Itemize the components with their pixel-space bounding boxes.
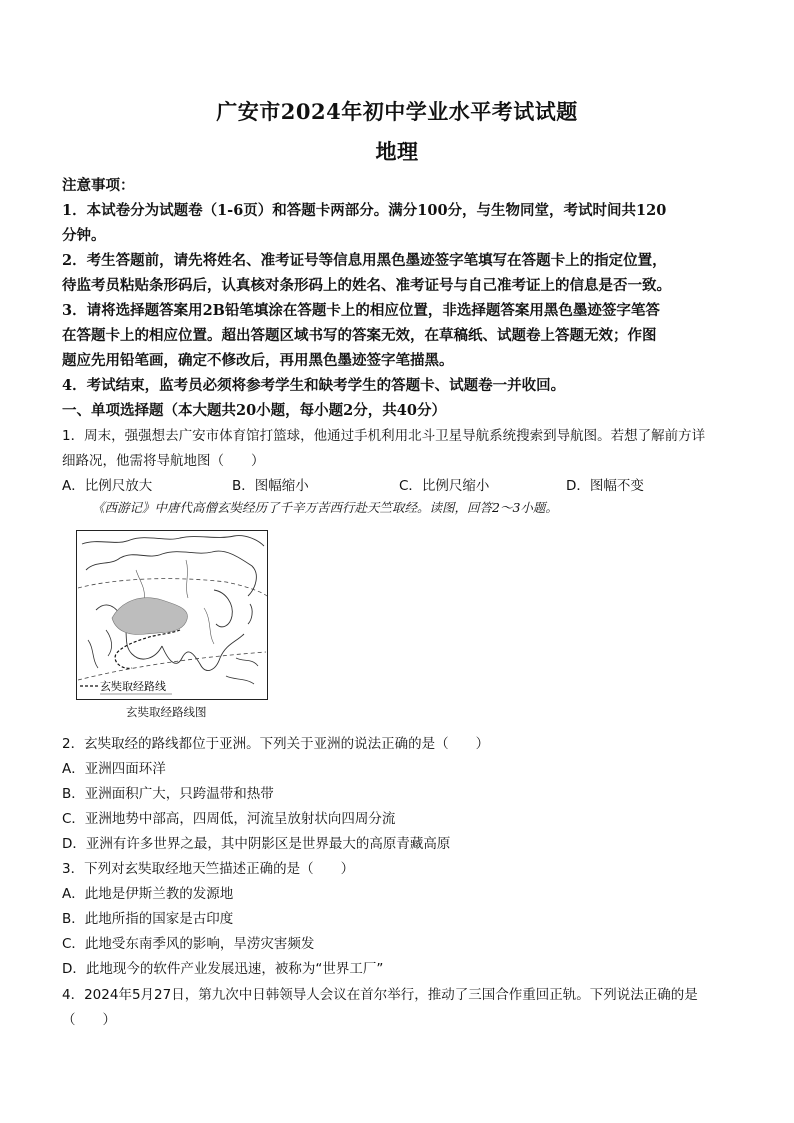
section-heading: 一、单项选择题（本大题共20小题，每小题2分，共40分） (62, 402, 446, 419)
map-legend-label: 玄奘取经路线 (100, 680, 166, 693)
question-4-stem: 4．2024年5月27日，第九次中日韩领导人会议在首尔举行，推动了三国合作重回正轨。下列说法正确的是 (62, 987, 698, 1003)
passage-intro: 《西游记》中唐代高僧玄奘经历了千辛万苦西行赴天竺取经。读图，回答2～3小题。 (92, 500, 558, 515)
question-1-option-c: C．比例尺缩小 (399, 478, 490, 494)
route-map (76, 530, 268, 700)
question-1-stem: 1．周末，强强想去广安市体育馆打篮球，他通过手机利用北斗卫星导航系统搜索到导航图。若想了解前方详 (62, 428, 706, 444)
question-4-stem-cont: （ ） (62, 1012, 116, 1028)
note-line: 3．请将选择题答案用2B铅笔填涂在答题卡上的相应位置，非选择题答案用黑色墨迹签字笔答 (62, 302, 660, 319)
note-line: 题应先用铅笔画，确定不修改后，再用黑色墨迹签字笔描黑。 (62, 352, 454, 369)
note-line: 待监考员粘贴条形码后，认真核对条形码上的姓名、准考证号与自己准考证上的信息是否一致。 (62, 277, 671, 294)
question-2-option-a: A．亚洲四面环洋 (62, 761, 166, 777)
question-2-option-d: D．亚洲有许多世界之最，其中阴影区是世界最大的高原青藏高原 (62, 836, 451, 852)
question-3-option-d: D．此地现今的软件产业发展迅速，被称为“世界工厂” (62, 961, 384, 977)
note-line: 1．本试卷分为试题卷（1-6页）和答题卡两部分。满分100分，与生物同堂，考试时间共120 (62, 202, 667, 219)
question-3-stem: 3．下列对玄奘取经地天竺描述正确的是（ ） (62, 861, 355, 877)
question-3-option-b: B．此地所指的国家是古印度 (62, 911, 234, 927)
question-1-option-a: A．比例尺放大 (62, 478, 153, 494)
question-2-option-b: B．亚洲面积广大，只跨温带和热带 (62, 786, 274, 802)
note-line: 4．考试结束，监考员必须将参考学生和缺考学生的答题卡、试题卷一并收回。 (62, 377, 566, 394)
notes-heading: 注意事项： (62, 177, 135, 194)
note-line: 在答题卡上的相应位置。超出答题区域书写的答案无效，在草稿纸、试题卷上答题无效；作图 (62, 327, 657, 344)
question-1-option-d: D．图幅不变 (566, 478, 644, 494)
note-line: 分钟。 (62, 227, 106, 244)
question-2-option-c: C．亚洲地势中部高，四周低，河流呈放射状向四周分流 (62, 811, 396, 827)
question-2-stem: 2．玄奘取经的路线都位于亚洲。下列关于亚洲的说法正确的是（ ） (62, 736, 490, 752)
question-1-stem-cont: 细路况，他需将导航地图（ ） (62, 453, 265, 469)
exam-title: 广安市2024年初中学业水平考试试题 (216, 99, 578, 124)
note-line: 2．考生答题前，请先将姓名、准考证号等信息用黑色墨迹签字笔填写在答题卡上的指定位置， (62, 252, 667, 269)
question-3-option-c: C．此地受东南季风的影响，旱涝灾害频发 (62, 936, 315, 952)
question-3-option-a: A．此地是伊斯兰教的发源地 (62, 886, 234, 902)
map-caption: 玄奘取经路线图 (126, 705, 207, 719)
question-1-option-b: B．图幅缩小 (232, 478, 309, 494)
subject-title: 地理 (375, 139, 419, 164)
